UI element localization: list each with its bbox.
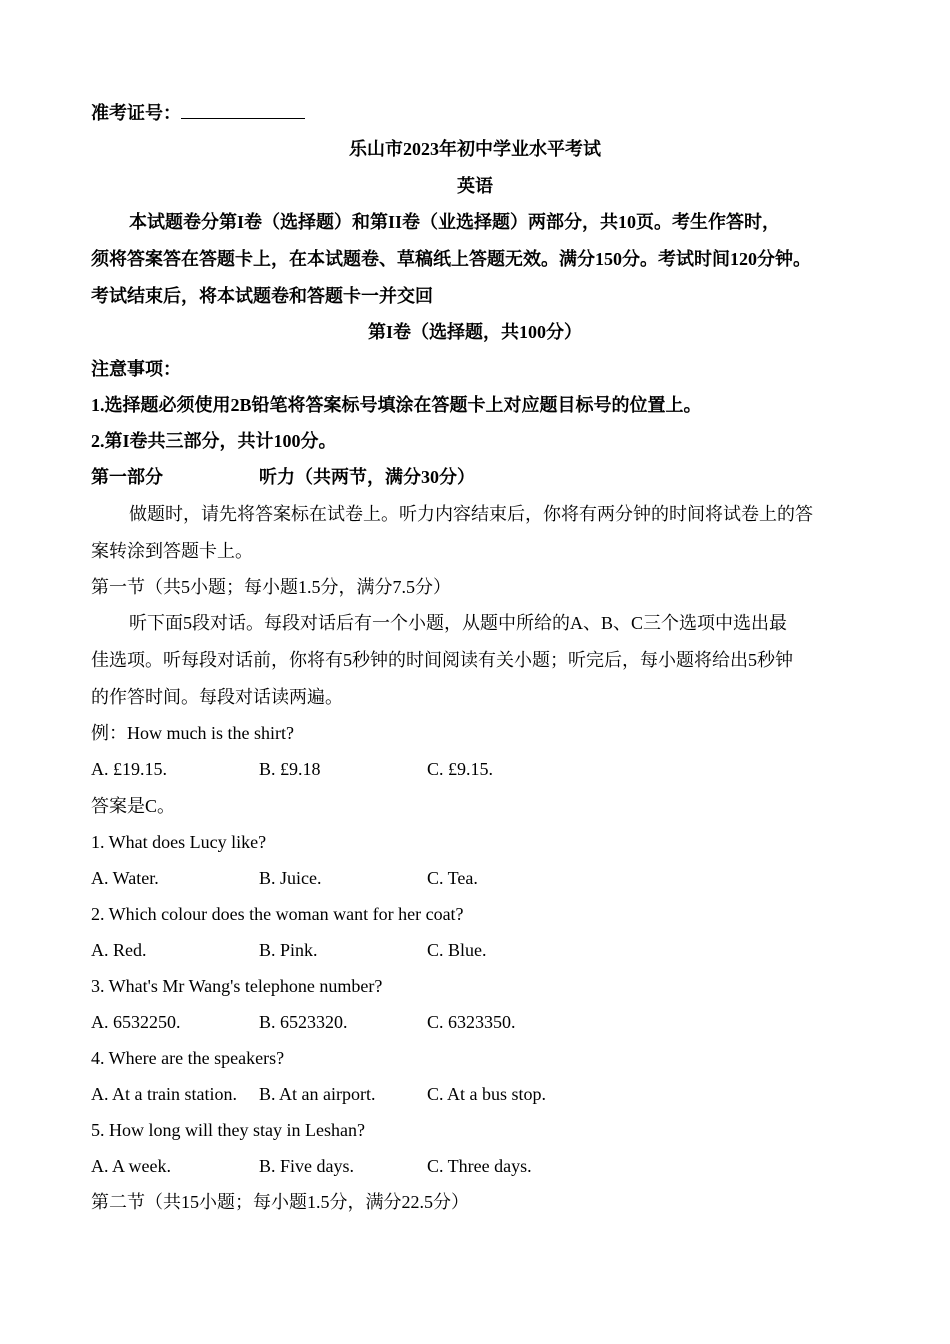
exam-title: 乐山市2023年初中学业水平考试 bbox=[349, 139, 601, 159]
question-5: 5. How long will they stay in Leshan? bbox=[91, 1120, 365, 1140]
intro-line-3: 考试结束后，将本试题卷和答题卡一并交回 bbox=[91, 286, 433, 306]
question-4-option-a: A. At a train station. bbox=[91, 1084, 237, 1104]
question-1-option-b: B. Juice. bbox=[259, 868, 322, 888]
example-option-a: A. £19.15. bbox=[91, 759, 167, 779]
question-4: 4. Where are the speakers? bbox=[91, 1048, 285, 1068]
note-2: 2.第I卷共三部分，共计100分。 bbox=[91, 431, 337, 451]
example-option-c: C. £9.15. bbox=[427, 759, 494, 779]
exam-id-blank bbox=[181, 101, 305, 119]
exam-id-row bbox=[91, 101, 305, 125]
question-5-option-c: C. Three days. bbox=[427, 1156, 532, 1176]
question-1-option-c: C. Tea. bbox=[427, 868, 478, 888]
note-1: 1.选择题必须使用2B铅笔将答案标号填涂在答题卡上对应题目标号的位置上。 bbox=[91, 395, 702, 415]
question-2: 2. Which colour does the woman want for her coat? bbox=[91, 904, 464, 924]
section1-instruction-1: 听下面5段对话。每段对话后有一个小题，从题中所给的A、B、C三个选项中选出最 bbox=[129, 613, 788, 633]
question-3-option-c: C. 6323350. bbox=[427, 1012, 516, 1032]
question-1: 1. What does Lucy like? bbox=[91, 832, 267, 852]
question-3-option-b: B. 6523320. bbox=[259, 1012, 348, 1032]
section1-instruction-3: 的作答时间。每段对话读两遍。 bbox=[91, 687, 343, 707]
section1-instruction-2: 佳选项。听每段对话前，你将有5秒钟的时间阅读有关小题；听完后，每小题将给出5秒钟 bbox=[91, 650, 793, 670]
intro-line-2: 须将答案答在答题卡上，在本试题卷、草稿纸上答题无效。满分150分。考试时间120分钟。 bbox=[91, 249, 811, 269]
question-4-option-b: B. At an airport. bbox=[259, 1084, 376, 1104]
section1-title: 第一节（共5小题；每小题1.5分，满分7.5分） bbox=[91, 577, 451, 597]
question-2-option-a: A. Red. bbox=[91, 940, 147, 960]
example-option-b: B. £9.18 bbox=[259, 759, 321, 779]
part1-label: 第一部分 bbox=[91, 467, 163, 487]
part1-instruction-2: 案转涂到答题卡上。 bbox=[91, 541, 253, 561]
exam-id-label: 准考证号： bbox=[91, 103, 181, 123]
intro-line-1: 本试题卷分第I卷（选择题）和第II卷（业选择题）两部分，共10页。考生作答时， bbox=[129, 212, 781, 232]
question-1-option-a: A. Water. bbox=[91, 868, 159, 888]
question-3: 3. What's Mr Wang's telephone number? bbox=[91, 976, 383, 996]
part1-title: 听力（共两节，满分30分） bbox=[259, 467, 475, 487]
question-5-option-a: A. A week. bbox=[91, 1156, 171, 1176]
question-3-option-a: A. 6532250. bbox=[91, 1012, 181, 1032]
example-question: 例：How much is the shirt? bbox=[91, 723, 294, 743]
part1-heading bbox=[91, 465, 475, 489]
question-2-option-b: B. Pink. bbox=[259, 940, 318, 960]
question-5-option-b: B. Five days. bbox=[259, 1156, 355, 1176]
volume1-title: 第I卷（选择题，共100分） bbox=[367, 322, 582, 342]
exam-subject: 英语 bbox=[457, 176, 493, 196]
part1-instruction-1: 做题时，请先将答案标在试卷上。听力内容结束后，你将有两分钟的时间将试卷上的答 bbox=[129, 504, 813, 524]
section2-title: 第二节（共15小题；每小题1.5分，满分22.5分） bbox=[91, 1192, 469, 1212]
question-4-option-c: C. At a bus stop. bbox=[427, 1084, 547, 1104]
question-2-option-c: C. Blue. bbox=[427, 940, 487, 960]
example-answer: 答案是C。 bbox=[91, 796, 176, 816]
notes-label: 注意事项： bbox=[91, 359, 181, 379]
